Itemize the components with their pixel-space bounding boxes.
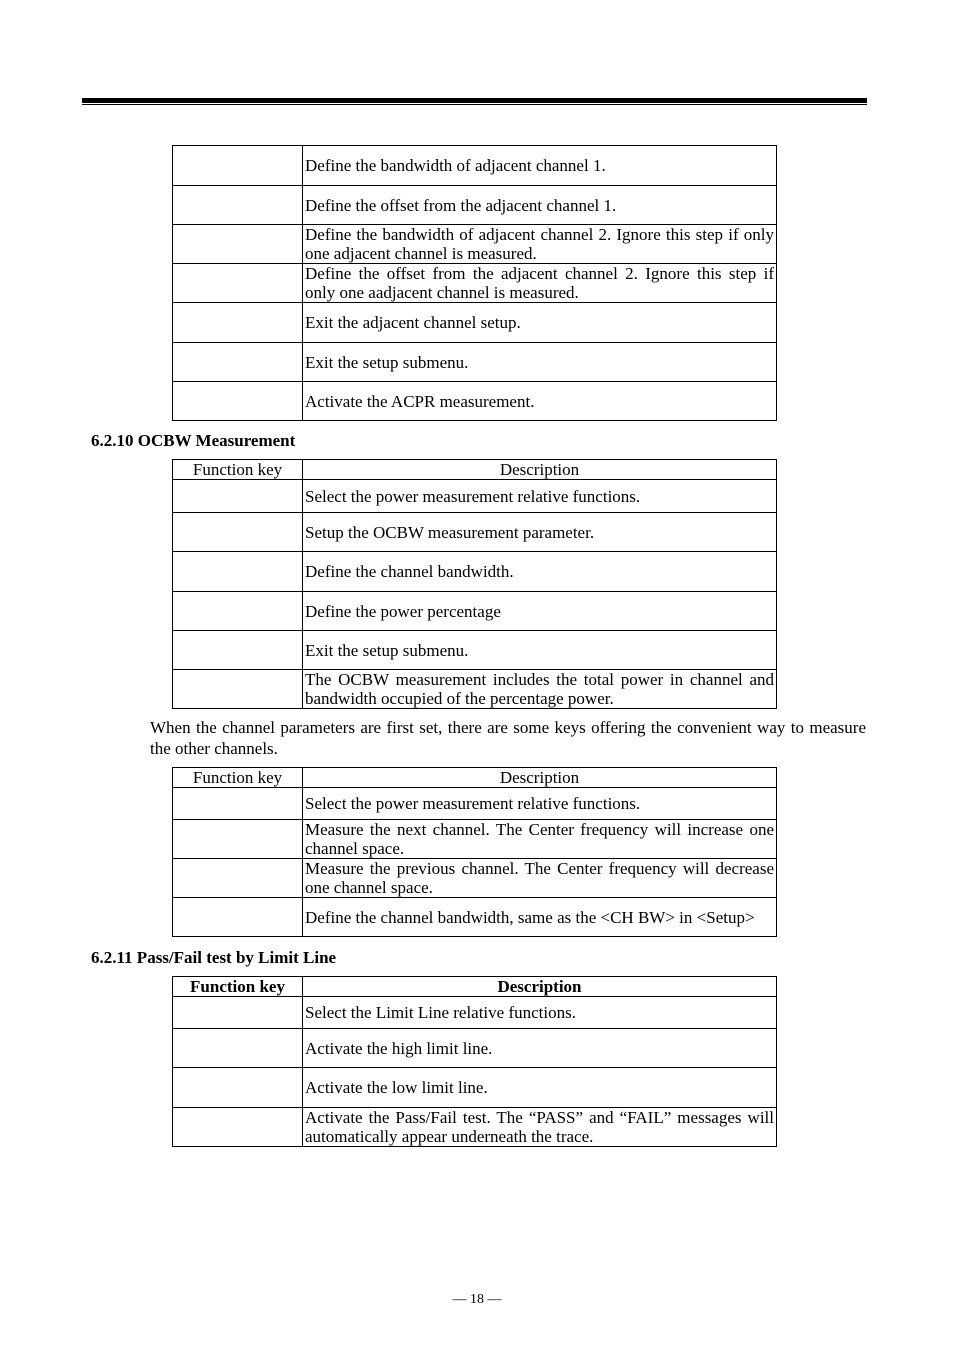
- table-row: [173, 264, 777, 303]
- table-row: [173, 186, 777, 225]
- description-cell: Exit the adjacent channel setup.: [303, 303, 777, 343]
- function-key-cell: [173, 146, 303, 186]
- header-rule-thin: [82, 104, 867, 105]
- table-row: [173, 552, 777, 592]
- limit-line-function-table: [172, 976, 777, 1147]
- description-cell: Measure the previous channel. The Center frequency will decrease one channel space.: [303, 859, 777, 898]
- function-key-cell: [173, 859, 303, 898]
- description-cell: Define the offset from the adjacent channel 2. Ignore this step if only one aadjacent channel is measured.: [303, 264, 777, 303]
- table-row: [173, 343, 777, 382]
- function-key-cell: [173, 480, 303, 513]
- channel-intro-paragraph: When the channel parameters are first set, there are some keys offering the convenient way to measure the other channels.: [150, 718, 866, 758]
- acpr-function-table: [172, 145, 777, 421]
- column-header-description: Description: [303, 460, 777, 480]
- description-cell: Define the channel bandwidth.: [303, 552, 777, 592]
- column-header-description: Description: [303, 977, 777, 997]
- function-key-cell: [173, 382, 303, 421]
- page-number: — 18 —: [452, 1292, 502, 1307]
- table-row: [173, 1108, 777, 1147]
- function-key-cell: [173, 303, 303, 343]
- function-key-cell: [173, 820, 303, 859]
- table-row: [173, 1068, 777, 1108]
- function-key-cell: [173, 264, 303, 303]
- description-cell: Activate the low limit line.: [303, 1068, 777, 1108]
- section-heading-ocbw: 6.2.10 OCBW Measurement: [91, 431, 296, 450]
- function-key-cell: [173, 788, 303, 820]
- description-cell: Exit the setup submenu.: [303, 631, 777, 670]
- table-row: [173, 1029, 777, 1068]
- table-row: [173, 670, 777, 709]
- description-cell: Activate the high limit line.: [303, 1029, 777, 1068]
- description-cell: Measure the next channel. The Center frequency will increase one channel space.: [303, 820, 777, 859]
- table-row: [173, 303, 777, 343]
- column-header-function-key: Function key: [173, 977, 303, 997]
- channel-function-table: [172, 767, 777, 937]
- function-key-cell: [173, 631, 303, 670]
- function-key-cell: [173, 997, 303, 1029]
- table-row: [173, 146, 777, 186]
- ocbw-function-table: [172, 459, 777, 709]
- table-row: [173, 225, 777, 264]
- description-cell: Select the Limit Line relative functions.: [303, 997, 777, 1029]
- table-row: [173, 997, 777, 1029]
- description-cell: Setup the OCBW measurement parameter.: [303, 513, 777, 552]
- description-cell: The OCBW measurement includes the total power in channel and bandwidth occupied of the percentage power.: [303, 670, 777, 709]
- table-header-row: [173, 768, 777, 788]
- header-rule: [82, 98, 867, 103]
- description-cell: Define the offset from the adjacent channel 1.: [303, 186, 777, 225]
- description-cell: Define the power percentage: [303, 592, 777, 631]
- description-cell: Select the power measurement relative functions.: [303, 480, 777, 513]
- table-row: [173, 592, 777, 631]
- table-row: [173, 820, 777, 859]
- table-header-row: [173, 977, 777, 997]
- table-row: [173, 898, 777, 937]
- section-heading-limit-line: 6.2.11 Pass/Fail test by Limit Line: [91, 948, 337, 967]
- description-cell: Define the channel bandwidth, same as the <CH BW> in <Setup>: [303, 898, 777, 937]
- function-key-cell: [173, 225, 303, 264]
- table-row: [173, 631, 777, 670]
- description-cell: Define the bandwidth of adjacent channel 2. Ignore this step if only one adjacent channel is measured.: [303, 225, 777, 264]
- table-row: [173, 859, 777, 898]
- function-key-cell: [173, 1068, 303, 1108]
- column-header-function-key: Function key: [173, 460, 303, 480]
- table-row: [173, 788, 777, 820]
- description-cell: Exit the setup submenu.: [303, 343, 777, 382]
- function-key-cell: [173, 898, 303, 937]
- column-header-description: Description: [303, 768, 777, 788]
- function-key-cell: [173, 592, 303, 631]
- description-cell: Define the bandwidth of adjacent channel 1.: [303, 146, 777, 186]
- function-key-cell: [173, 1029, 303, 1068]
- function-key-cell: [173, 186, 303, 225]
- function-key-cell: [173, 513, 303, 552]
- table-header-row: [173, 460, 777, 480]
- table-row: [173, 513, 777, 552]
- description-cell: Select the power measurement relative functions.: [303, 788, 777, 820]
- description-cell: Activate the Pass/Fail test. The “PASS” and “FAIL” messages will automatically appear underneath the trace.: [303, 1108, 777, 1147]
- table-row: [173, 382, 777, 421]
- function-key-cell: [173, 343, 303, 382]
- function-key-cell: [173, 552, 303, 592]
- description-cell: Activate the ACPR measurement.: [303, 382, 777, 421]
- table-row: [173, 480, 777, 513]
- function-key-cell: [173, 1108, 303, 1147]
- function-key-cell: [173, 670, 303, 709]
- column-header-function-key: Function key: [173, 768, 303, 788]
